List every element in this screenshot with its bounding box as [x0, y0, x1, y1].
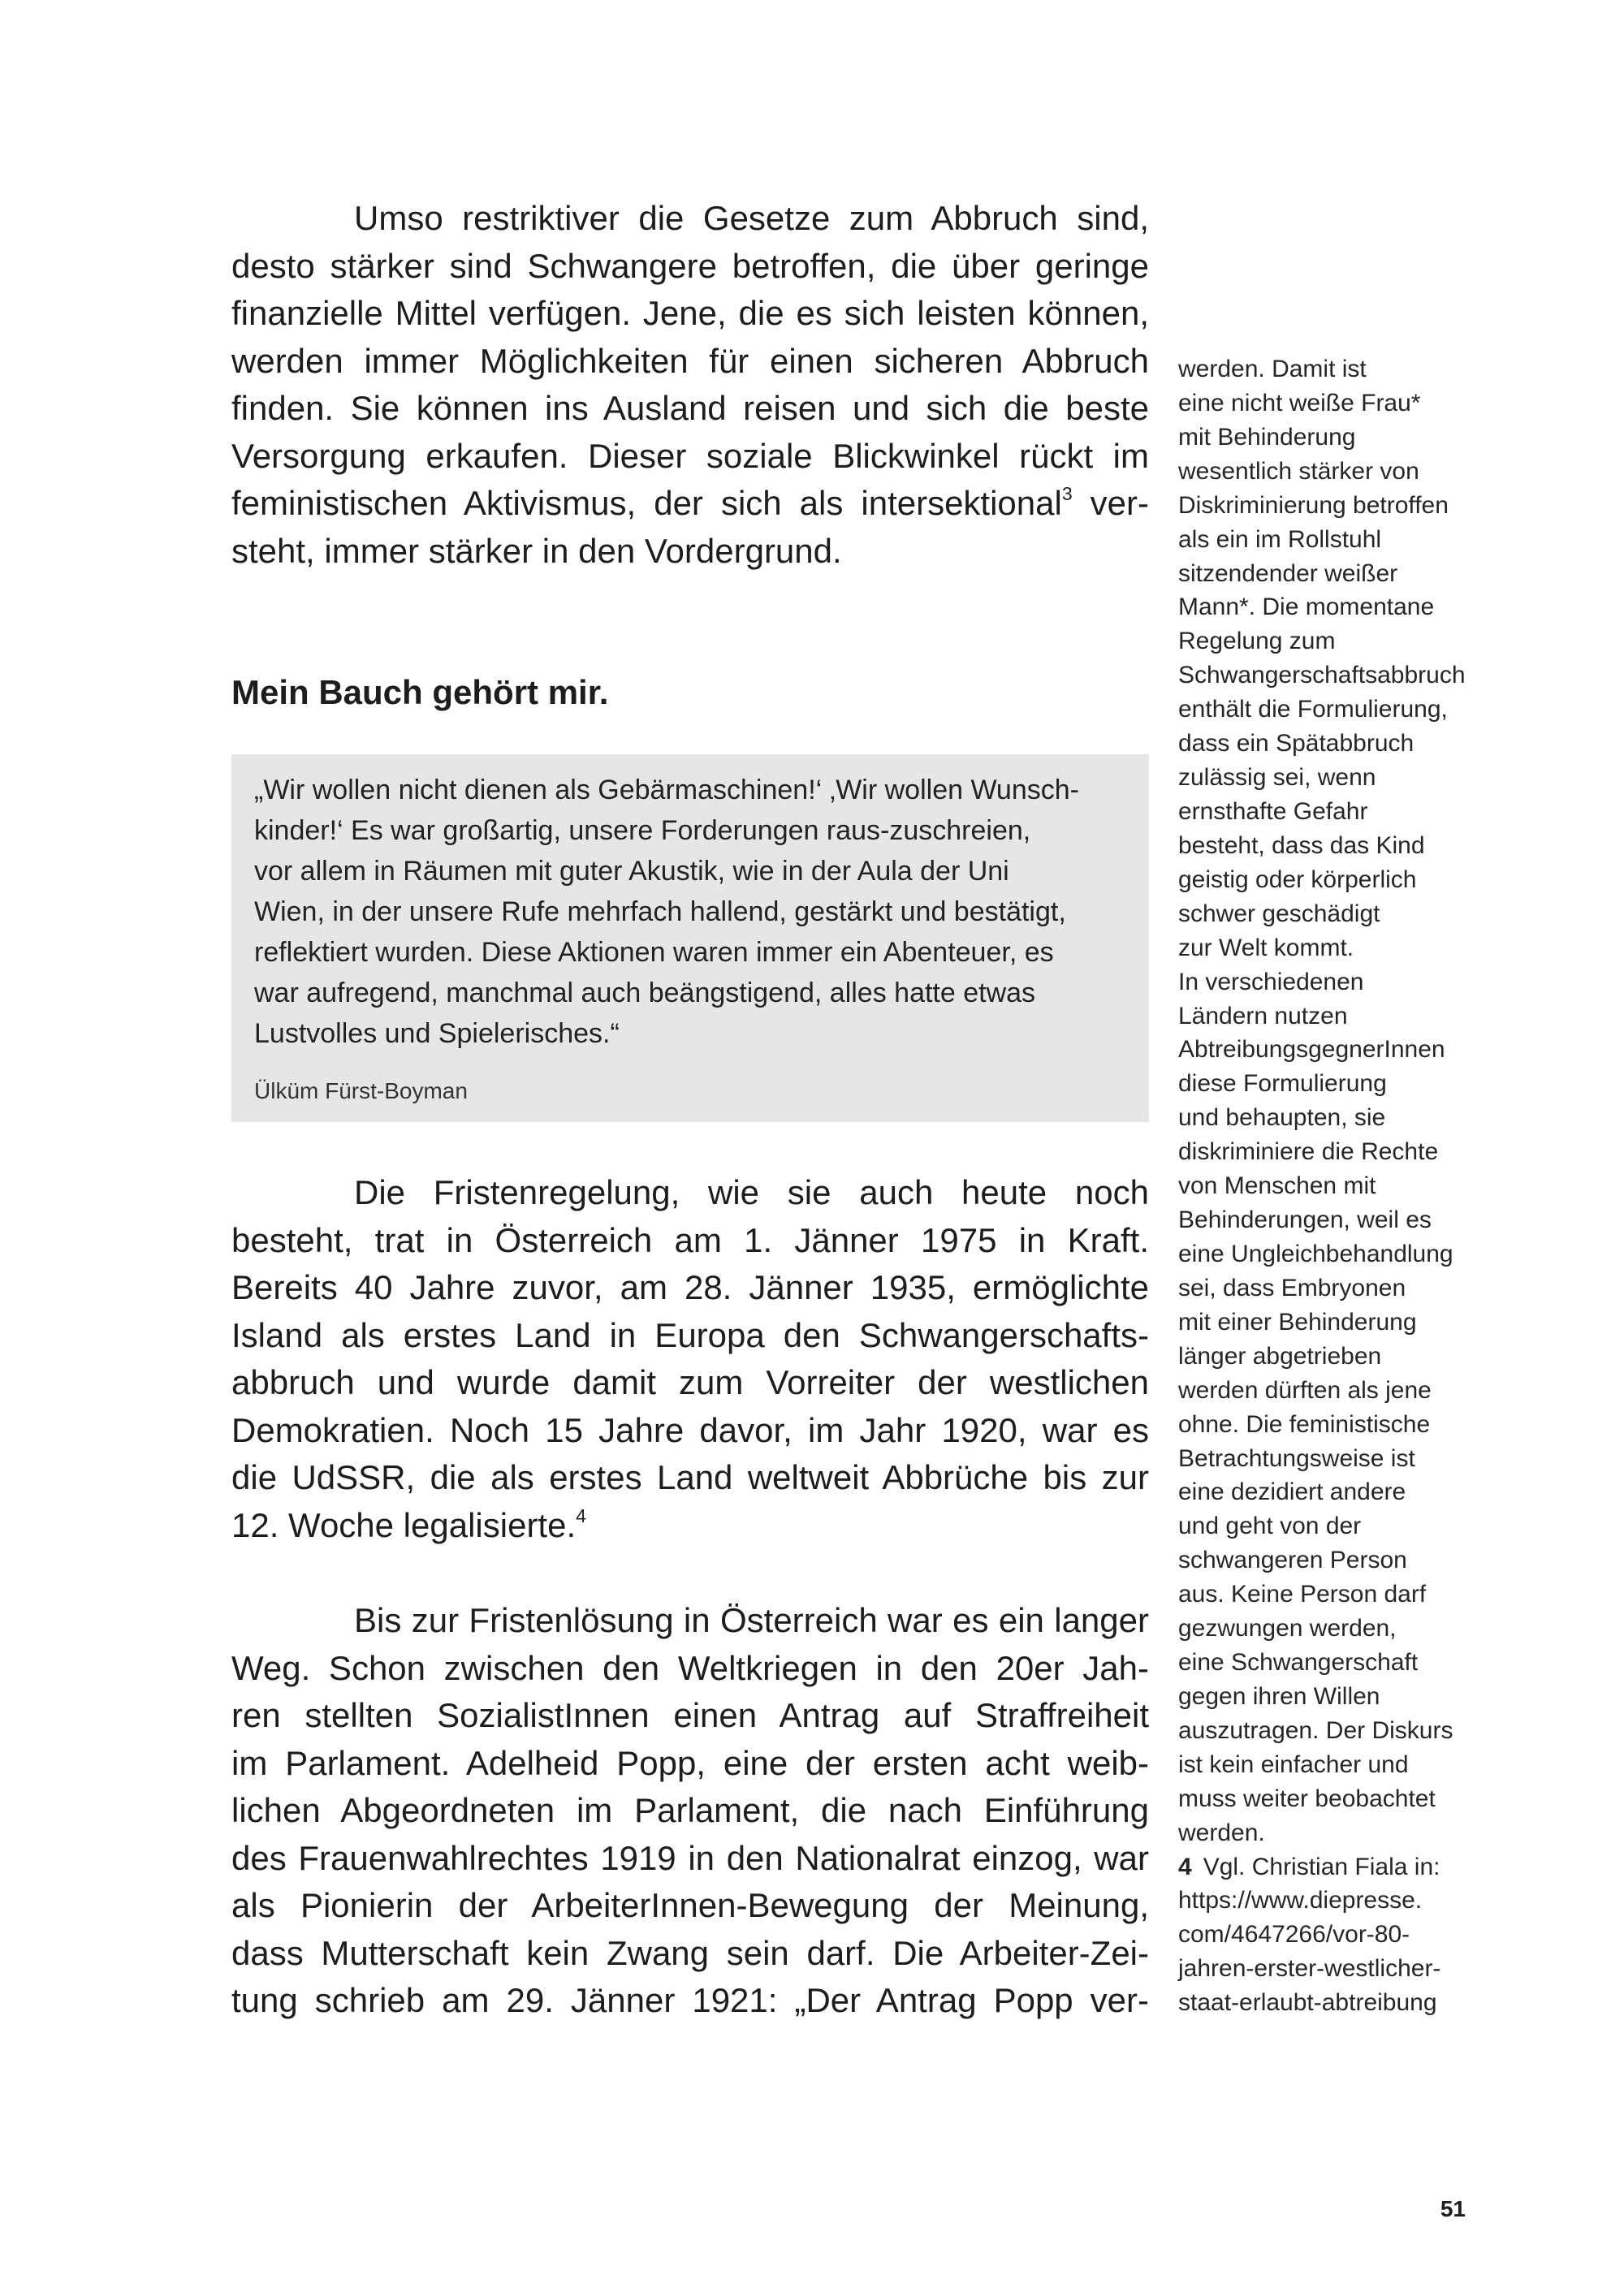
footnote-line: und behaupten, sie: [1178, 1104, 1386, 1132]
footnote-line: ohne. Die feministische: [1178, 1410, 1431, 1438]
footnote-line: ernsthafte Gefahr: [1178, 797, 1368, 825]
body-line: Bereits 40 Jahre zuvor, am 28. Jänner 1935, ermöglichte: [231, 1268, 1149, 1306]
footnote-line: gegen ihren Willen: [1178, 1682, 1380, 1710]
footnote-line: gezwungen werden,: [1178, 1615, 1397, 1642]
footnote-line: muss weiter beobachtet: [1178, 1785, 1436, 1812]
body-line: Weg. Schon zwischen den Weltkriegen in den 20er Jah-: [231, 1648, 1149, 1687]
footnote-line: und geht von der: [1178, 1513, 1362, 1540]
footnote-line: von Menschen mit: [1178, 1172, 1376, 1200]
footnote-line-text: Vgl. Christian Fiala in:: [1203, 1853, 1440, 1880]
body-line: finden. Sie können ins Ausland reisen und sich die beste: [231, 389, 1149, 427]
footnote-line: eine nicht weiße Frau*: [1178, 389, 1421, 417]
body-line: des Frauenwahlrechtes 1919 in den Nationalrat einzog, war: [231, 1838, 1149, 1877]
body-line: steht, immer stärker in den Vordergrund.: [231, 531, 842, 570]
body-line: lichen Abgeordneten im Parlament, die nach Einführung: [231, 1791, 1149, 1829]
body-line: als Pionierin der ArbeiterInnen-Bewegung der Meinung,: [231, 1886, 1149, 1924]
body-line-text: feministischen Aktivismus, der sich als intersektional: [231, 484, 1062, 522]
body-line: [231, 1502, 1149, 1550]
footnote-line: enthält die Formulierung,: [1178, 696, 1448, 723]
footnote-line: geistig oder körperlich: [1178, 865, 1417, 893]
footnote-line: mit Behinderung: [1178, 423, 1356, 451]
quote-line: reflektiert wurden. Diese Aktionen waren immer ein Abenteuer, es: [254, 937, 1054, 968]
footnote-4-first-line: [1178, 1850, 1600, 1884]
body-line: abbruch und wurde damit zum Vorreiter der westlichen: [231, 1363, 1149, 1401]
body-line: dass Mutterschaft kein Zwang sein darf. Die Arbeiter-Zei-: [231, 1933, 1149, 1972]
body-line-text: ver-: [1072, 484, 1149, 522]
footnote-line: wesentlich stärker von: [1178, 457, 1419, 485]
footnote-line: sei, dass Embryonen: [1178, 1274, 1406, 1301]
footnote-line: Regelung zum: [1178, 628, 1336, 655]
footnote-line: Ländern nutzen: [1178, 1002, 1348, 1029]
quote-line: war aufregend, manchmal auch beängstigend, alles hatte etwas: [254, 978, 1036, 1008]
footnote-line: als ein im Rollstuhl: [1178, 525, 1382, 553]
intro-paragraph: [231, 195, 1149, 575]
body-line: die UdSSR, die als erstes Land weltweit Abbrüche bis zur: [231, 1458, 1149, 1496]
footnote-line: Betrachtungsweise ist: [1178, 1444, 1415, 1472]
body-line: Demokratien. Noch 15 Jahre davor, im Jahr 1920, war es: [231, 1410, 1149, 1449]
body-line: Umso restriktiver die Gesetze zum Abbruch sind,: [354, 199, 1149, 237]
footnote-line: In verschiedenen: [1178, 968, 1364, 995]
section-heading: Mein Bauch gehört mir.: [231, 673, 609, 711]
footnote-line: länger abgetrieben: [1178, 1342, 1382, 1370]
footnote-line: Diskriminierung betroffen: [1178, 491, 1449, 519]
footnote-sidebar: [1178, 352, 1600, 2020]
footnote-url-line: jahren-erster-westlicher-: [1178, 1955, 1441, 1983]
footnote-line: ist kein einfacher und: [1178, 1750, 1409, 1778]
footnote-line: eine dezidiert andere: [1178, 1478, 1406, 1506]
footnote-line: werden.: [1178, 1819, 1265, 1846]
footnote-number: 4: [1178, 1853, 1192, 1880]
body-line: tung schrieb am 29. Jänner 1921: „Der Antrag Popp ver-: [231, 1981, 1149, 2019]
body-line: besteht, trat in Österreich am 1. Jänner 1975 in Kraft.: [231, 1220, 1149, 1259]
quote-line: kinder!‘ Es war großartig, unsere Forderungen raus-zuschreien,: [254, 815, 1031, 846]
footnote-line: diese Formulierung: [1178, 1070, 1387, 1098]
body-line: [231, 480, 1149, 528]
footnote-url-line: https://www.diepresse.: [1178, 1887, 1423, 1914]
body-paragraph: [231, 1169, 1149, 1549]
footnote-ref-4: 4: [576, 1504, 586, 1526]
body-line: Island als erstes Land in Europa den Schwangerschafts-: [231, 1315, 1149, 1354]
body-line: werden immer Möglichkeiten für einen sicheren Abbruch: [231, 341, 1149, 380]
body-line: ren stellten SozialistInnen einen Antrag auf Straffreiheit: [231, 1696, 1149, 1734]
quote-attribution: Ülküm Fürst-Boyman: [254, 1078, 468, 1103]
footnote-line: eine Schwangerschaft: [1178, 1649, 1419, 1677]
footnote-line: mit einer Behinderung: [1178, 1308, 1417, 1336]
footnote-line: eine Ungleichbehandlung: [1178, 1240, 1453, 1267]
quote-line: vor allem in Räumen mit guter Akustik, wie in der Aula der Uni: [254, 856, 1009, 887]
footnote-line: schwer geschädigt: [1178, 900, 1380, 927]
footnote-line: Schwangerschaftsabbruch: [1178, 662, 1466, 689]
page-number: 51: [1440, 2196, 1466, 2221]
footnote-line: auszutragen. Der Diskurs: [1178, 1716, 1453, 1744]
footnote-line: besteht, dass das Kind: [1178, 831, 1425, 859]
body-line: im Parlament. Adelheid Popp, eine der ersten acht weib-: [231, 1743, 1149, 1782]
footnote-line: zulässig sei, wenn: [1178, 764, 1376, 792]
quote-box: [231, 754, 1149, 1122]
footnote-url-line: com/4647266/vor-80-: [1178, 1921, 1410, 1949]
body-line: Die Fristenregelung, wie sie auch heute noch: [354, 1173, 1149, 1211]
footnote-line: schwangeren Person: [1178, 1547, 1407, 1574]
footnote-line: Mann*. Die momentane: [1178, 594, 1435, 621]
body-line: Bis zur Fristenlösung in Österreich war es ein langer: [354, 1601, 1149, 1639]
footnote-line: sitzendender weißer: [1178, 559, 1398, 587]
footnote-line: AbtreibungsgegnerInnen: [1178, 1036, 1445, 1064]
footnote-line: werden. Damit ist: [1178, 356, 1367, 382]
footnote-line: zur Welt kommt.: [1178, 934, 1354, 961]
footnote-ref-3: 3: [1061, 483, 1073, 504]
footnote-line: dass ein Spätabbruch: [1178, 730, 1415, 758]
footnote-line: diskriminiere die Rechte: [1178, 1138, 1439, 1166]
body-line: Versorgung erkaufen. Dieser soziale Blickwinkel rückt im: [231, 436, 1149, 475]
quote-line: Wien, in der unsere Rufe mehrfach hallend, gestärkt und bestätigt,: [254, 896, 1066, 927]
body-line: finanzielle Mittel verfügen. Jene, die es sich leisten können,: [231, 294, 1149, 332]
quote-line: „Wir wollen nicht dienen als Gebärmaschinen!‘ ‚Wir wollen Wunsch-: [254, 775, 1079, 805]
footnote-line: aus. Keine Person darf: [1178, 1581, 1427, 1608]
footnote-line: Behinderungen, weil es: [1178, 1206, 1432, 1234]
footnote-line: werden dürften als jene: [1178, 1376, 1432, 1404]
footnote-url-line: staat-erlaubt-abtreibung: [1178, 1989, 1437, 2017]
quote-line: Lustvolles und Spielerisches.“: [254, 1018, 620, 1049]
body-paragraph: [231, 1597, 1149, 2025]
body-line-text: 12. Woche legalisierte.: [231, 1505, 577, 1544]
body-line: desto stärker sind Schwangere betroffen, die über geringe: [231, 246, 1149, 285]
